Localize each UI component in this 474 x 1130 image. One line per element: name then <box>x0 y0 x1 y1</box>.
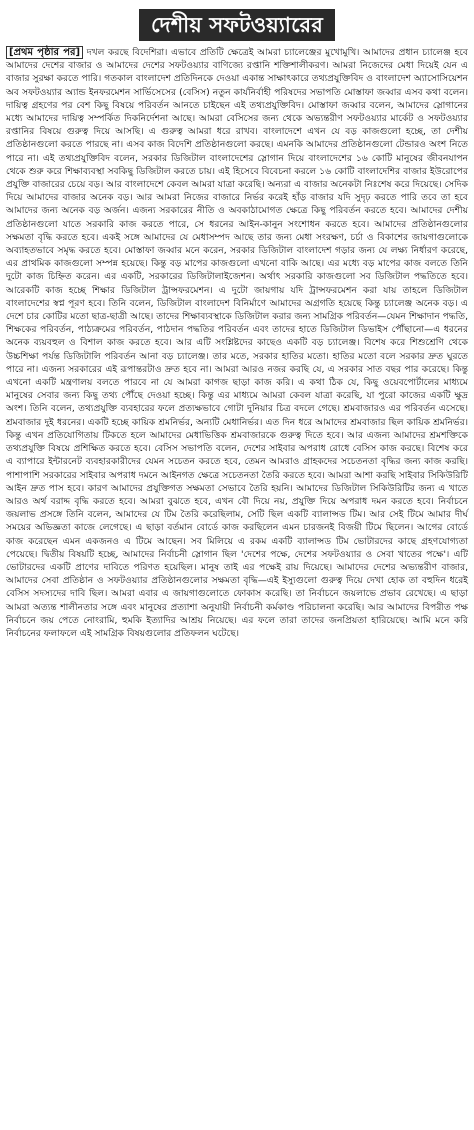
article-body-text: দখল করছে বিদেশিরা। এভাবে প্রতিটি ক্ষেত্রেই আমরা চ্যালেঞ্জের মুখোমুখি। আমাদের প্রধান চ্যালেঞ্জ হবে আমাদের দেশের বাজার ও আমাদের দেশের সফটওয়্যার বাণিজ্যে রপ্তানি শক্তিশালীকরণ। আমরা নিজেদের মেধা দিয়েই যেন এ বাজার সুরক্ষা করতে পারি। গতকাল বাংলাদেশ প্রতিদিনকে দেওয়া একান্ত সাক্ষাৎকারে তথ্যপ্রযুক্তিবিদ ও বাংলাদেশ অ্যাসোসিয়েশন অব সফটওয়্যার অ্যান্ড ইনফরমেশন সার্ভিসেসের (বেসিস) নতুন কার্যনির্বাহী পরিষদের সভাপতি মোস্তাফা জব্বার এসব কথা বলেন। দায়িত্ব গ্রহণের পর বেশ কিছু বিষয়ে পরিবর্তন আনতে চাইছেন এই তথ্যপ্রযুক্তিবিদ। মোস্তাফা জব্বার বলেন, আমাদের স্লোগানের মধ্যে আমাদের দায়িত্ব সম্পর্কিত দিকনির্দেশনা আছে। আমরা বেসিসের জন্য থেকে অভ্যন্তরীণ সফটওয়্যার মার্কেট ও সফটওয়্যার রপ্তানির বিষয়ে গুরুত্ব দিয়ে আসছি। এ গুরুত্ব আমরা ধরে রাখব। বাংলাদেশে এখন যে বড় কাজগুলো হচ্ছে, তা দেশীয় প্রতিষ্ঠানগুলো করতে পারছে না। এসব কাজ বিদেশি প্রতিষ্ঠানগুলো করছে। এমনকি আমাদের প্রতিষ্ঠানগুলো টেন্ডারও অংশ নিতে পারে না। এই তথ্যপ্রযুক্তিবিদ বলেন, সরকার ডিজিটাল বাংলাদেশের স্লোগান দিয়ে বাংলাদেশের ১৬ কোটি মানুষের জীবনযাপন থেকে শুরু করে শিক্ষাব্যবস্থা সবকিছু ডিজিটাল করতে চায়। এই হিসেবে বিবেচনা করলে ১৬ কোটি বাংলাদেশির বাজার ইউরোপের প্রযুক্তি বাজারের চেয়ে বড়। আর বাংলাদেশে কেবল আমরা যাত্রা করেছি। অন্যরা এ বাজার অনেকটা নিঃশেষ করে দিয়েছে। সেদিক দিয়ে আমাদের বাজার অনেক বড়। আর আমরা নিজের বাজারে নির্ভর করেই হাঁড় বাজার যদি সুদৃঢ় করতে পারি তবে তা হবে আমাদের জন্য অনেক বড় অর্জন। এজন্য সরকারের নীতি ও অবকাঠামোগত ক্ষেত্রে কিছু পরিবর্তন করতে হবে। আমাদের দেশীয় প্রতিষ্ঠানগুলো যাতে সরকারি কাজ করতে পারে, সে ধরনের আইন-কানুন সংশোধন করতে হবে। আমাদের প্রতিষ্ঠানগুলোর সক্ষমতা বৃদ্ধি করতে হবে। একই সঙ্গে আমাদের যে মেধাসম্পদ আছে তার জন্য মেধা সংরক্ষণ, চর্চা ও বিকাশের জায়গাগুলোকে অব্যাহতভাবে সমৃদ্ধ করতে হবে। মোস্তাফা জব্বার মনে করেন, সরকার ডিজিটাল বাংলাদেশ গড়ার জন্য যে লক্ষ্য নির্ধারণ করেছে, এর প্রাথমিক কাজগুলো সম্পন্ন হয়েছে। কিন্তু বড় মাপের কাজগুলো এখনো বাকি আছে। এর মধ্যে বড় মাপের কাজ বলতে তিনি দুটো কাজ চিহ্নিত করেন। এর একটি, সরকারের ডিজিটালাইজেশন। অর্থাৎ সরকারি কাজগুলো সব ডিজিটাল পদ্ধতিতে হবে। আরেকটি কাজ হচ্ছে শিক্ষার ডিজিটাল ট্রান্সফরমেশন। এ দুটো জায়গায় যদি ট্রান্সফরমেশন করা যায় তাহলে ডিজিটাল বাংলাদেশের স্বপ্ন পূরণ হবে। তিনি বলেন, ডিজিটাল বাংলাদেশ বিনির্মাণে আমাদের অগ্রগতি হয়েছে কিন্তু চ্যালেঞ্জ অনেক বড়। এ দেশে চার কোটির মতো ছাত্র-ছাত্রী আছে। তাদের শিক্ষাব্যবস্থাকে ডিজিটাল করার জন্য সামগ্রিক পরিবর্তন—যেমন শিক্ষাদান পদ্ধতি, শিক্ষকের পরিবর্তন, পাঠ্যক্রমের পরিবর্তন, পাঠদান পদ্ধতির পরিবর্তন এবং তাদের হাতে ডিজিটাল ডিভাইস পৌঁছানো—এ ধরনের অনেক ব্যয়বহুল ও বিশাল কাজ করতে হবে। আর এটি সংশ্লিষ্টদের কাছেও একটি বড় চ্যালেঞ্জ। বিশেষ করে শিশুশ্রেণি থেকে উচ্চশিক্ষা পর্যন্ত ডিজিটালি পরিবর্তন আনা বড় চ্যালেঞ্জ। তার মতে, সরকার হাতির মতো। হাতির মতো বলে সরকার দ্রুত ঘুরতে পারে না। এজন্য সরকারের এই রূপান্তরটাও দ্রুত হবে না। আমরা আরও নজর করছি যে, এ সরকার সাত বছর পার করেছে। কিন্তু এখনো একটি মন্ত্রণালয় বলতে পারবে না যে আমরা কাগজ ছাড়া কাজ করি। এ কথা ঠিক যে, কিছু ওয়েবপোর্টালের মাধ্যমে মানুষের সেবার জন্য কিছু তথ্য পৌঁছে দেওয়া হচ্ছে। কিন্তু এর মাধ্যমে আমরা কেবল যাত্রা করেছি, যা পুরো কাজের একটি ক্ষুদ্র অংশ। তিনি বলেন, তথ্যপ্রযুক্তি ব্যবহারের ফলে প্রত্যক্ষভাবে গোটা দুনিয়ার চিত্র বদলে গেছে। শ্রমবাজারও এর পরিবর্তন এসেছে। শ্রমবাজার দুই ধরনের। একটি হচ্ছে কায়িক শ্রমনির্ভর, অন্যটি মেধানির্ভর। এত দিন ধরে আমাদের শ্রমবাজার ছিল কায়িক শ্রমনির্ভর। কিন্তু এখন প্রতিযোগিতায় টিকতে হলে আমাদের মেধাভিত্তিক শ্রমবাজারকে গুরুত্ব দিতে হবে। আর এজন্য আমাদের শ্রমশক্তিকে তথ্যপ্রযুক্তি বিষয়ে প্রশিক্ষিত করতে হবে। বেসিস সভাপতি বলেন, দেশের সাইবার অপরাধ রোধে বেসিস কাজ করছে। বিশেষ করে এ ব্যাপারে ইন্টারনেট ব্যবহারকারীদের যেমন সচেতন করতে হবে, তেমন আমরাও গ্রাহকদের সচেতনতা বৃদ্ধির জন্য কাজ করছি। পাশাপাশি সরকারের সাইবার অপরাধ দমনে আইনগত ক্ষেত্রে সচেতনতা তৈরি করতে হবে। আমরা আশা করছি সাইবার সিকিউরিটি আইন দ্রুত পাস হবে। কারণ আমাদের প্রযুক্তিগত সক্ষমতা সেভাবে তৈরি হয়নি। আমাদের ডিজিটাল সিকিউরিটির জন্য এ খাতে আরও অর্থ বরাদ্দ বৃদ্ধি করতে হবে। আমরা বুঝতে হবে, এখন বৌ দিয়ে নয়, প্রযুক্তি দিয়ে অপরাধ দমন করতে হবে। নির্বাচনে জয়লাভ প্রসঙ্গে তিনি বলেন, আমাদের যে টিম তৈরি করেছিলাম, সেটি ছিল একটি ব্যালান্সড টিম। আর সেই টিমে আমার দীর্ঘ সময়ের অভিজ্ঞতা কাজে লেগেছে। এ ছাড়া বর্তমান বোর্ডে কাজ করছিলেন এমন চারজনই বিজয়ী টিমে ছিলেন। আগের বোর্ডে কাজ করেছেন এমন একজনও এ টিমে আছেন। সব মিলিয়ে এ রকম একটি ব্যালান্সড টিম ভোটারদের কাছে গ্রহণযোগ্যতা পেয়েছে। দ্বিতীয় বিষয়টি হচ্ছে, আমাদের নির্বাচনী স্লোগান ছিল 'দেশের পক্ষে, দেশের সফটওয়্যার ও সেবা খাতের পক্ষে'। এটি ভোটারদের একটি প্রাণের দাবিতে পরিণত হয়েছিল। মানুষ তাই এর পক্ষেই রায় দিয়েছে। আমাদের দেশের অভ্যন্তরীণ বাজার, আমাদের সেবা প্রতিষ্ঠান ও সফটওয়্যার প্রতিষ্ঠানগুলোর সক্ষমতা বৃদ্ধি—এই ইস্যুগুলো গুরুত্ব দিয়ে দেখা হোক তা বহুদিন ধরেই বেসিস সদস্যদের দাবি ছিল। আমরা এবার এ জায়গাগুলোতে ফোকাস করেছি। তা নির্বাচনে জয়লাভে প্রভাব রেখেছে। এ ছাড়া আমরা অত্যন্ত শালীনতার সঙ্গে এবং মানুষের প্রত্যাশা অনুযায়ী নির্বাচনী কর্মকাণ্ড পরিচালনা করেছি। আর আমাদের বিপরীত পক্ষ নির্বাচনে জয় পেতে নোংরামি, হুমকি ইত্যাদির আশ্রয় নিয়েছে। এর ফলে তারা তাদের জনপ্রিয়তা হারিয়েছে। আমি মনে করি নির্বাচনের ফলাফলে এই সামগ্রিক বিষয়গুলোর প্রতিফলন ঘটেছে। <box>6 48 468 639</box>
continuation-label: [প্রথম পৃষ্ঠার পর] <box>6 46 83 59</box>
headline-band <box>6 8 468 42</box>
article-paragraph <box>6 46 468 641</box>
article-body <box>6 46 468 641</box>
newspaper-clipping <box>0 8 474 1130</box>
article-headline: দেশীয় সফটওয়্যারের <box>139 9 335 41</box>
